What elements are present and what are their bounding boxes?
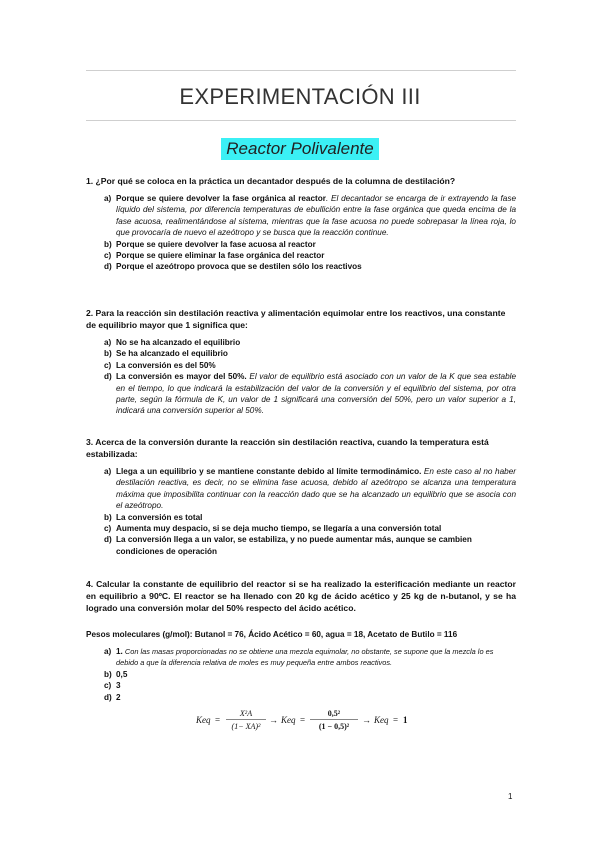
molecular-weights: Pesos moleculares (g/mol): Butanol = 76, Ácido Acético = 60, agua = 18, Acetato de Butilo = 116 (86, 630, 458, 639)
formula-arrow-1: → (269, 715, 278, 725)
q1-option-a: a) Porque se quiere devolver la fase orgánica al reactor. El decantador se encarga de ir extrayendo la fase líquido del sistema, por diferencia temperaturas de ebullición entre la fase orgánica que queda encima de la fase acuosa, realimentándose al sistema, mientras que la fase acuosa no puede sobrepasar la línea roja, lo que provocaría de nuevo el azeótropo y se busca que la reacción continue. (104, 194, 516, 238)
formula-result: 1 (403, 715, 408, 725)
q4-option-d: d) 2 (104, 692, 121, 702)
formula-den-1: (1− XA)² (231, 722, 261, 731)
question-2-options (104, 337, 516, 417)
question-1: 1. ¿Por qué se coloca en la práctica un decantador después de la columna de destilación? (86, 176, 456, 186)
formula-eq-2: = (300, 715, 306, 725)
equilibrium-formula (196, 705, 436, 735)
q2-option-a: a) No se ha alcanzado el equilibrio (104, 338, 241, 347)
q1-option-c: c) Porque se quiere eliminar la fase orgánica del reactor (104, 251, 325, 261)
q1-option-d: d) Porque el azeótropo provoca que se destilen sólo los reactivos (104, 262, 362, 272)
question-4: 4. Calcular la constante de equilibrio del reactor si se ha realizado la esterificación mediante un reactor en equilibrio a 90ºC. El reactor se ha llenado con 20 kg de ácido acético y 25 kg de n-butanol, y se ha logrado una conversión molar del 50% respecto del ácido acético. (86, 579, 516, 613)
q4-option-a: a) 1. Con las masas proporcionadas no se obtiene una mezcla equimolar, no obstante, se supone que la mezcla lo es debido a que la diferencia relativa de moles es muy pequeña entre ambos reactivos. (104, 647, 494, 668)
q3-option-b: b) La conversión es total (104, 512, 203, 522)
formula-eq-1: = (215, 715, 221, 725)
formula-eq-3: = (393, 715, 399, 725)
q2-option-b: b) Se ha alcanzado el equilibrio (104, 349, 228, 359)
q3-option-d: d) La conversión llega a un valor, se estabiliza, y no puede aumentar más, aunque se cambien condiciones de operación (104, 535, 472, 556)
formula-arrow-2: → (362, 715, 371, 725)
top-divider (86, 70, 516, 71)
page-number: 1 (508, 792, 513, 801)
q1-option-b: b) Porque se quiere devolver la fase acuosa al reactor (104, 239, 316, 249)
question-4-options (104, 646, 516, 703)
q4-option-c: c) 3 (104, 681, 121, 691)
question-3-options (104, 466, 516, 557)
q2-option-c: c) La conversión es del 50% (104, 360, 216, 370)
question-2: 2. Para la reacción sin destilación reactiva y alimentación equimolar entre los reactivos, una constante de equilibrio mayor que 1 significa que: (86, 308, 506, 330)
q3-option-c: c) Aumenta muy despacio, si se deja mucho tiempo, se llegaría a una conversión total (104, 524, 442, 534)
page-title: EXPERIMENTACIÓN III (179, 84, 421, 109)
formula-keq-3: Keq (374, 715, 389, 725)
formula-den-2: (1 − 0,5)² (318, 722, 350, 731)
title-divider (86, 120, 516, 121)
formula-num-2: 0,5² (327, 709, 341, 718)
formula-keq-2: Keq (281, 715, 296, 725)
question-1-options (104, 193, 516, 273)
subtitle-row (0, 138, 600, 160)
question-3: 3. Acerca de la conversión durante la reacción sin destilación reactiva, cuando la temperatura está estabilizada: (86, 437, 489, 459)
q3-option-a: a) Llega a un equilibrio y se mantiene constante debido al límite termodinámico. En este caso al no haber destilación reactiva, es decir, no se elimina fase acuosa, debido al azeótropo se alcanza una temperatura máxima que imposibilita continuar con la reacción dado que se ha alcanzado un equilibrio que se asocia con el azeótropo. (104, 467, 516, 511)
q4-option-b: b) 0,5 (104, 669, 128, 679)
formula-keq-1: Keq (196, 715, 211, 725)
page-subtitle: Reactor Polivalente (221, 138, 378, 160)
formula-num-1: X²A (239, 709, 253, 718)
q2-option-d: d) La conversión es mayor del 50%. El valor de equilibrio está asociado con un valor de la K que sea estable en el tiempo, lo que indicará la estabilización del valor de la conversión y el equilibrio del sistema, por otra parte, según la fórmula de K, un valor de 1 significará una conversión del 50%, pero un valor superior a 1, indicará una conversión superior al 50%. (104, 372, 516, 416)
